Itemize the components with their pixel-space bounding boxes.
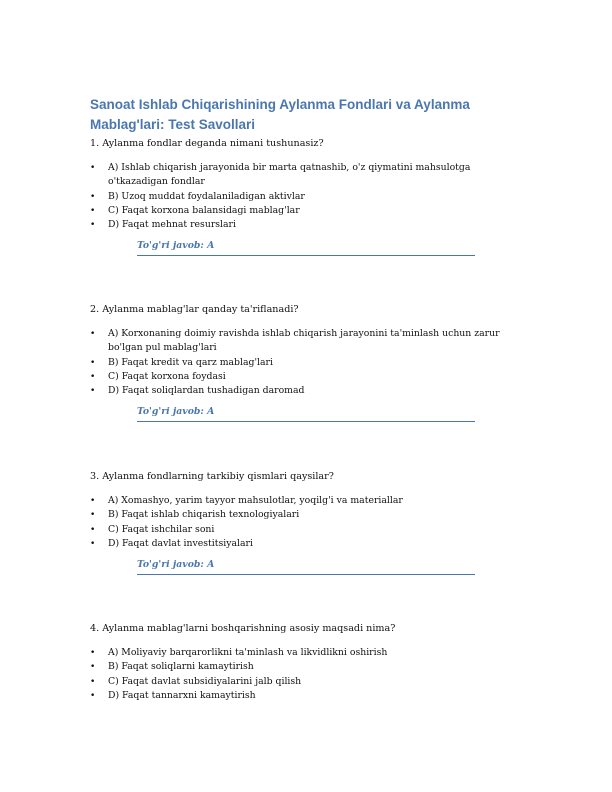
correct-answer: To'g'ri javob: A	[137, 404, 475, 422]
option-a: • A) Ishlab chiqarish jarayonida bir marta qatnashib, o'z qiymatini mahsulotga o'tkazadigan fondlar	[90, 161, 530, 190]
correct-answer: To'g'ri javob: A	[137, 238, 475, 256]
option-c: • C) Faqat davlat subsidiyalarini jalb qilish	[90, 675, 530, 689]
question-block-4	[90, 622, 530, 703]
correct-answer: To'g'ri javob: A	[137, 557, 475, 575]
option-c: • C) Faqat ishchilar soni	[90, 523, 530, 537]
option-list	[90, 161, 530, 232]
option-list	[90, 646, 530, 703]
question-text: 4. Aylanma mablag'larni boshqarishning asosiy maqsadi nima?	[90, 623, 396, 634]
option-b: • B) Faqat kredit va qarz mablag'lari	[90, 356, 530, 370]
option-list	[90, 327, 530, 398]
question-block-1	[90, 137, 530, 256]
option-a: • A) Korxonaning doimiy ravishda ishlab chiqarish jarayonini ta'minlash uchun zarur bo'lgan pul mablag'lari	[90, 327, 530, 356]
option-d: • D) Faqat davlat investitsiyalari	[90, 537, 530, 551]
option-c: • C) Faqat korxona foydasi	[90, 370, 530, 384]
question-text: 2. Aylanma mablag'lar qanday ta'riflanadi?	[90, 304, 299, 315]
option-b: • B) Faqat soliqlarni kamaytirish	[90, 660, 530, 674]
option-a: • A) Moliyaviy barqarorlikni ta'minlash va likvidlikni oshirish	[90, 646, 530, 660]
question-block-3	[90, 470, 530, 575]
option-b: • B) Uzoq muddat foydalaniladigan aktivlar	[90, 190, 530, 204]
document-title: Sanoat Ishlab Chiqarishining Aylanma Fondlari va Aylanma Mablag'lari: Test Savollari	[90, 97, 470, 132]
option-b: • B) Faqat ishlab chiqarish texnologiyalari	[90, 508, 530, 522]
question-block-2	[90, 303, 530, 422]
option-d: • D) Faqat mehnat resurslari	[90, 218, 530, 232]
option-d: • D) Faqat tannarxni kamaytirish	[90, 689, 530, 703]
option-a: • A) Xomashyo, yarim tayyor mahsulotlar, yoqilg'i va materiallar	[90, 494, 530, 508]
question-text: 1. Aylanma fondlar deganda nimani tushunasiz?	[90, 138, 324, 149]
option-list	[90, 494, 530, 551]
option-c: • C) Faqat korxona balansidagi mablag'lar	[90, 204, 530, 218]
option-d: • D) Faqat soliqlardan tushadigan daromad	[90, 384, 530, 398]
question-text: 3. Aylanma fondlarning tarkibiy qismlari qaysilar?	[90, 471, 334, 482]
